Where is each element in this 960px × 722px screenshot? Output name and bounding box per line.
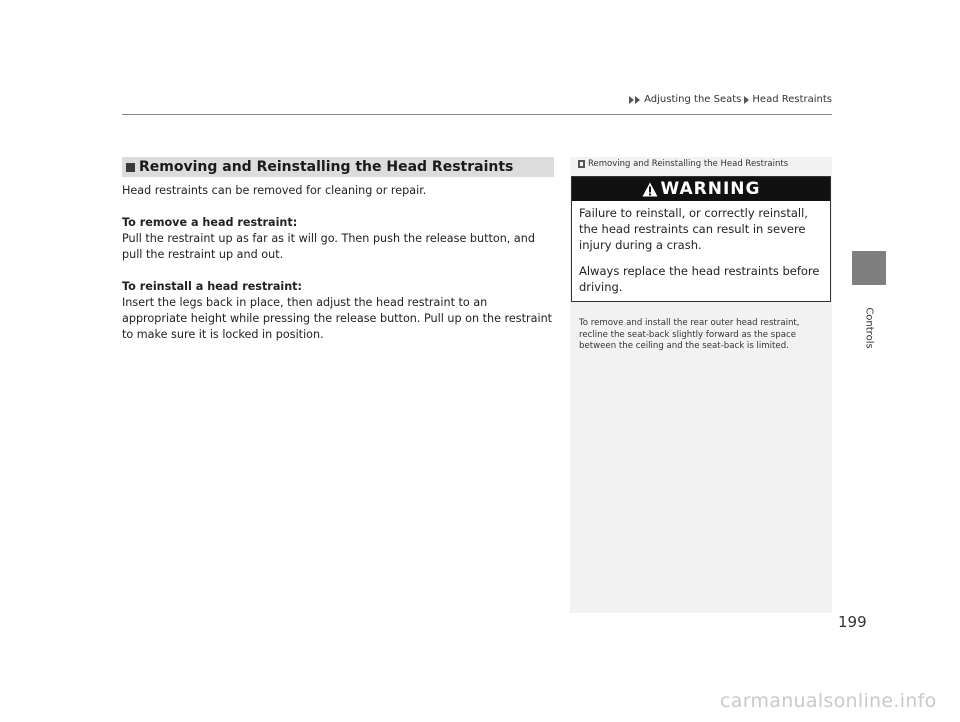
reinstall-heading: To reinstall a head restraint: bbox=[122, 280, 302, 293]
header-divider bbox=[122, 114, 832, 115]
warning-header bbox=[572, 177, 830, 201]
section-square-icon bbox=[126, 163, 135, 172]
watermark: carmanualsonline.info bbox=[720, 690, 937, 712]
reinstall-text: Insert the legs back in place, then adjust the head restraint to an appropriate height while pressing the release button. Pull up on the restraint to make sure it is locked in position. bbox=[122, 296, 553, 341]
breadcrumb bbox=[629, 94, 832, 105]
warning-text-2: Always replace the head restraints before driving. bbox=[579, 264, 820, 294]
double-arrow-icon bbox=[629, 95, 642, 105]
warning-body bbox=[572, 201, 830, 295]
breadcrumb-item-head-restraints[interactable]: Head Restraints bbox=[752, 94, 832, 105]
chapter-label-text: Controls bbox=[863, 307, 875, 349]
remove-text: Pull the restraint up as far as it will go. Then push the release button, and pull the restraint up and out. bbox=[122, 232, 535, 261]
warning-box bbox=[571, 176, 831, 302]
sidebar-reference-title: Removing and Reinstalling the Head Restraints bbox=[588, 159, 789, 169]
reference-icon bbox=[578, 160, 585, 168]
section-heading bbox=[122, 157, 554, 177]
chapter-tab[interactable] bbox=[852, 251, 886, 285]
page-number: 199 bbox=[838, 613, 867, 631]
remove-heading: To remove a head restraint: bbox=[122, 216, 298, 229]
warning-triangle-icon bbox=[642, 182, 658, 197]
chapter-label bbox=[851, 300, 887, 356]
sidebar-note: To remove and install the rear outer head restraint, recline the seat-back slightly forward as the space between the ceiling and the seat-back is limited. bbox=[579, 318, 800, 351]
main-body bbox=[122, 183, 554, 343]
section-title: Removing and Reinstalling the Head Restraints bbox=[139, 159, 514, 175]
warning-text-1: Failure to reinstall, or correctly reinstall, the head restraints can result in severe injury during a crash. bbox=[579, 206, 808, 252]
arrow-right-icon bbox=[743, 95, 751, 105]
intro-text: Head restraints can be removed for cleaning or repair. bbox=[122, 184, 427, 197]
sidebar-reference bbox=[578, 159, 788, 169]
breadcrumb-item-adjusting-seats[interactable]: Adjusting the Seats bbox=[644, 94, 742, 105]
warning-label: WARNING bbox=[660, 179, 761, 199]
